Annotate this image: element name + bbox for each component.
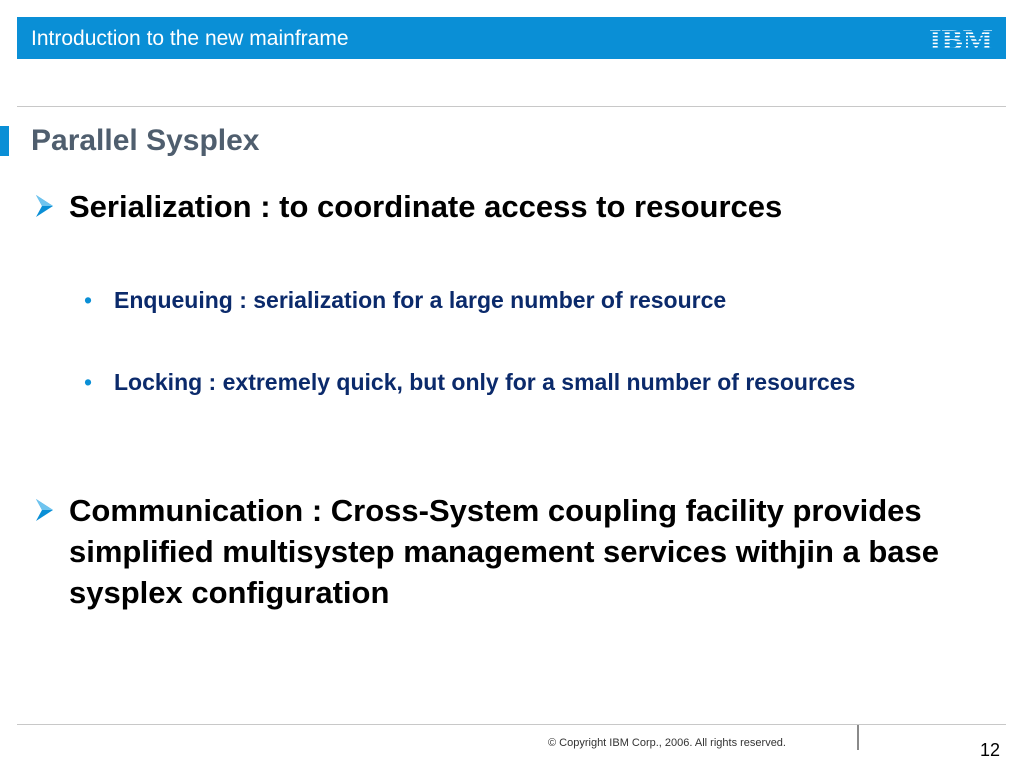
sub-bullet-dot: • [84,287,93,313]
copyright-notice: © Copyright IBM Corp., 2006. All rights reserved. [548,737,786,749]
ibm-logo-icon [928,24,994,52]
sub-bullet-text: Enqueuing : serialization for a large number of resource [114,287,727,313]
page-number: 12 [979,740,1000,760]
presentation-title: Introduction to the new mainframe [31,27,349,50]
sub-bullet-locking [84,366,944,399]
sub-bullet-text: Locking : extremely quick, but only for a small number of resources [114,369,856,395]
title-accent-bar [0,126,9,156]
header-bar [17,17,1006,59]
bullet-text: Communication : Cross-System coupling facility provides simplified multisystep management services withjin a base sysplex configuration [69,493,940,610]
sub-bullet-dot: • [84,369,93,395]
sub-bullet-enqueuing [84,284,944,317]
bullet-text: Serialization : to coordinate access to resources [69,189,783,224]
bullet-communication [33,490,953,613]
arrow-bullet-icon [33,189,57,223]
arrow-bullet-icon [33,493,57,527]
footer-divider [857,725,859,750]
slide-title: Parallel Sysplex [31,124,260,157]
top-divider [17,106,1006,107]
bullet-serialization [33,186,953,227]
